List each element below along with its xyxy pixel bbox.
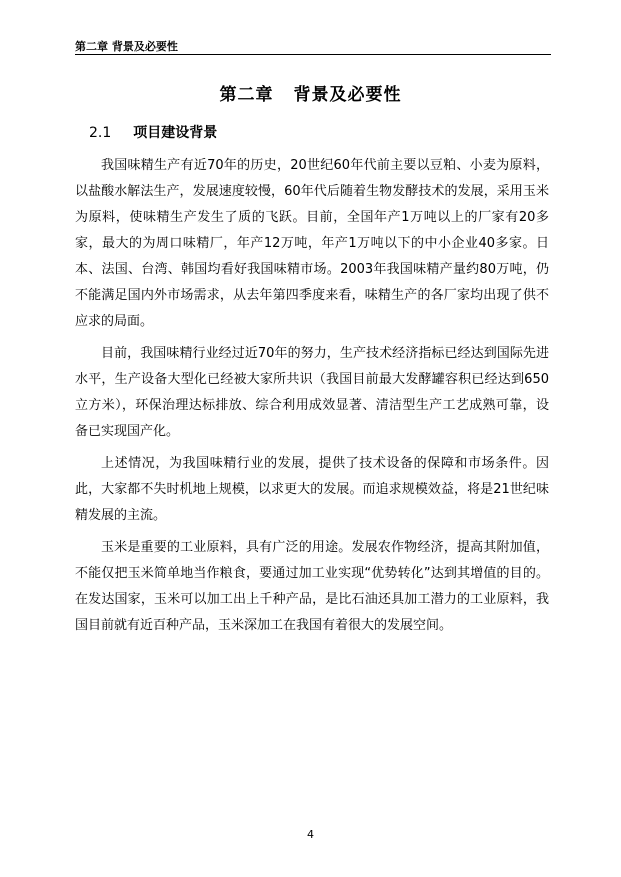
header-rule: [75, 54, 551, 55]
section-heading: [89, 124, 217, 142]
paragraph: 上述情况，为我国味精行业的发展，提供了技术设备的保障和市场条件。因此，大家都不失时机地上规模，以求更大的发展。而追求规模效益，将是21世纪味精发展的主流。: [75, 456, 549, 523]
paragraph: 目前，我国味精行业经过近70年的努力，生产技术经济指标已经达到国际先进水平，生产设备大型化已经被大家所共识（我国目前最大发酵罐容积已经达到650立方米），环保治理达标排放、综合利用成效显著、清洁型生产工艺成熟可靠，设备已实现国产化。: [75, 346, 549, 439]
running-header: 第二章 背景及必要性: [75, 40, 178, 53]
page-number: 4: [307, 828, 314, 841]
paragraph: 玉米是重要的工业原料，具有广泛的用途。发展农作物经济，提高其附加值，不能仅把玉米简单地当作粮食，要通过加工业实现“优势转化”达到其增值的目的。在发达国家，玉米可以加工出上千种产品，是比石油还具加工潜力的工业原料，我国目前就有近百种产品，玉米深加工在我国有着很大的发展空间。: [75, 540, 549, 633]
section-title: 项目建设背景: [133, 125, 218, 141]
paragraph: 我国味精生产有近70年的历史，20世纪60年代前主要以豆粕、小麦为原料，以盐酸水解法生产，发展速度较慢，60年代后随着生物发酵技术的发展，采用玉米为原料，使味精生产发生了质的飞跃。目前，全国年产1万吨以上的厂家有20多家，最大的为周口味精厂，年产12万吨，年产1万吨以下的中小企业40多家。日本、法国、台湾、韩国均看好我国味精市场。2003年我国味精产量约80万吨，仍不能满足国内外市场需求，从去年第四季度来看，味精生产的各厂家均出现了供不应求的局面。: [75, 158, 549, 329]
body-text: [75, 153, 549, 645]
chapter-name: 背景及必要性: [293, 85, 402, 105]
section-number: 2.1: [89, 125, 112, 141]
chapter-number: 第二章: [219, 85, 274, 105]
chapter-title: [0, 84, 621, 106]
